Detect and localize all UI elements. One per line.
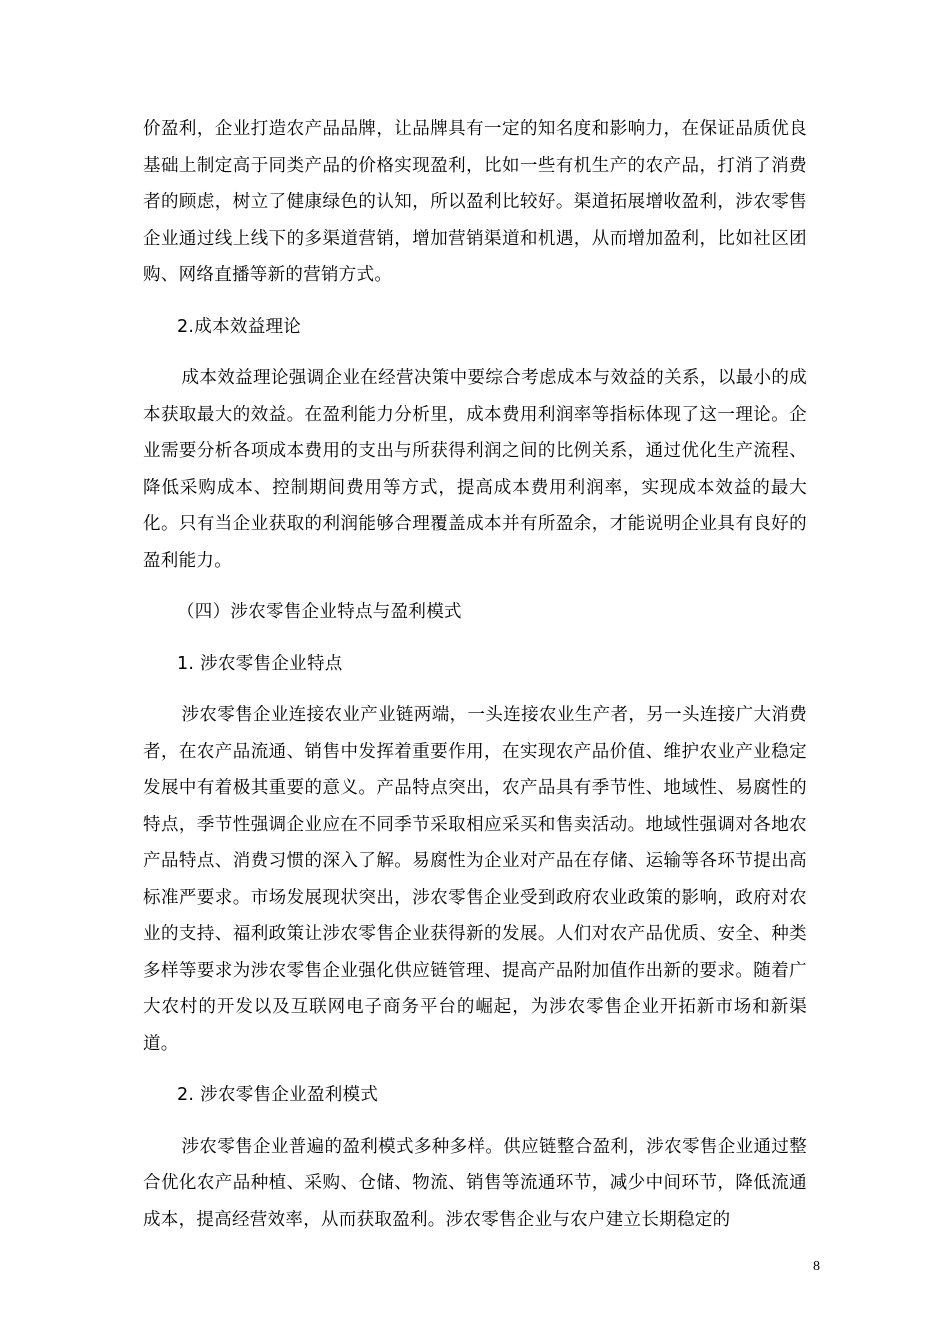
heading-enterprise-features: 1. 涉农零售企业特点: [177, 653, 343, 674]
paragraph-profit-model: 涉农零售企业普遍的盈利模式多种多样。供应链整合盈利，涉农零售企业通过整合优化农产品种植、采购、仓储、物流、销售等流通环节，减少中间环节，降低流通成本，提高经营效率，从而获取盈利。涉农零售企业与农户建立长期稳定的: [143, 1136, 807, 1230]
paragraph-cost-benefit: 成本效益理论强调企业在经营决策中要综合考虑成本与效益的关系，以最小的成本获取最大的效益。在盈利能力分析里，成本费用利润率等指标体现了这一理论。企业需要分析各项成本费用的支出与所获得利润之间的比例关系，通过优化生产流程、降低采购成本、控制期间费用等方式，提高成本费用利润率，实现成本效益的最大化。只有当企业获取的利润能够合理覆盖成本并有所盈余，才能说明企业具有良好的盈利能力。: [143, 368, 807, 571]
paragraph-brand-pricing: 价盈利，企业打造农产品品牌，让品牌具有一定的知名度和影响力，在保证品质优良基础上制定高于同类产品的价格实现盈利，比如一些有机生产的农产品，打消了消费者的顾虑，树立了健康绿色的认知，所以盈利比较好。渠道拓展增收盈利，涉农零售企业通过线上线下的多渠道营销，增加营销渠道和机遇，从而增加盈利，比如社区团购、网络直播等新的营销方式。: [143, 119, 807, 285]
page-number: 8: [813, 1259, 820, 1274]
paragraph-enterprise-features: 涉农零售企业连接农业产业链两端，一头连接农业生产者，另一头连接广大消费者，在农产品流通、销售中发挥着重要作用，在实现农产品价值、维护农业产业稳定发展中有着极其重要的意义。产品特点突出，农产品具有季节性、地域性、易腐性的特点，季节性强调企业应在不同季节采取相应采买和售卖活动。地域性强调对各地农产品特点、消费习惯的深入了解。易腐性为企业对产品在存储、运输等各环节提出高标准严要求。市场发展现状突出，涉农零售企业受到政府农业政策的影响，政府对农业的支持、福利政策让涉农零售企业获得新的发展。人们对农产品优质、安全、种类多样等要求为涉农零售企业强化供应链管理、提高产品附加值作出新的要求。随着广大农村的开发以及互联网电子商务平台的崛起，为涉农零售企业开拓新市场和新渠道。: [143, 705, 807, 1054]
heading-cost-benefit-theory: 2.成本效益理论: [177, 316, 302, 337]
page-body: [143, 111, 807, 1238]
heading-section-four: （四）涉农零售企业特点与盈利模式: [177, 602, 462, 622]
heading-profit-model: 2. 涉农零售企业盈利模式: [177, 1085, 379, 1105]
